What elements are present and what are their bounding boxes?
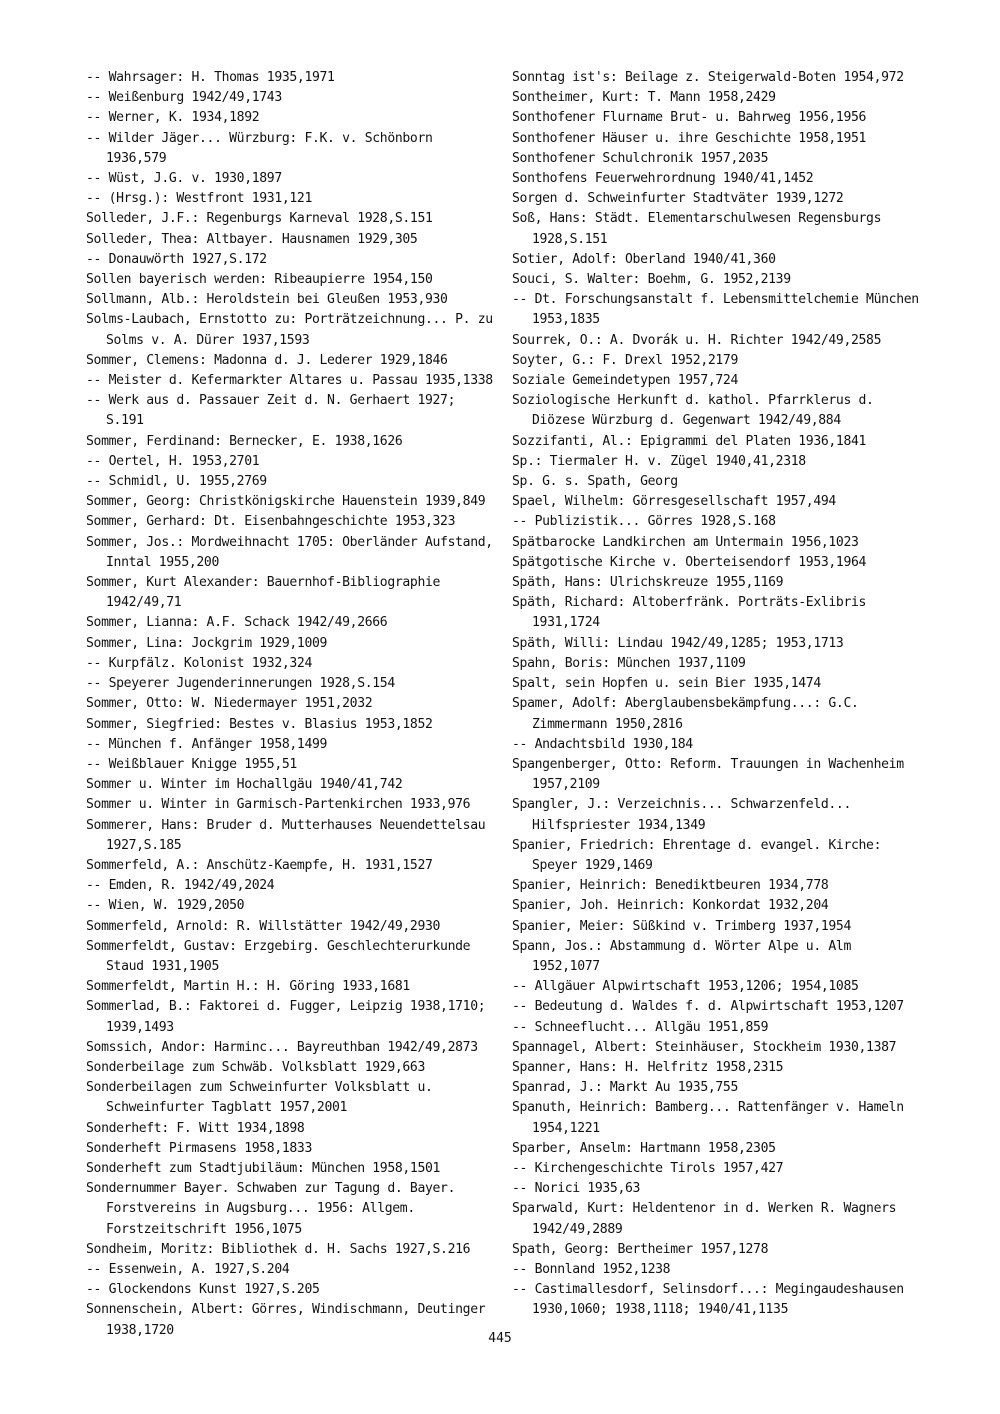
index-entry: -- Publizistik... Görres 1928,S.168 bbox=[512, 514, 776, 530]
index-entry: Sommerfeldt, Gustav: Erzgebirg. Geschlechterurkunde Staud 1931,1905 bbox=[86, 938, 471, 974]
index-entry: Spann, Jos.: Abstammung d. Wörter Alpe u. Alm 1952,1077 bbox=[512, 938, 851, 974]
index-entry: Sparwald, Kurt: Heldentenor in d. Werken R. Wagners 1942/49,2889 bbox=[512, 1201, 897, 1237]
left-index-column bbox=[86, 68, 498, 1341]
index-entry: Sonnenschein, Albert: Görres, Windischmann, Deutinger 1938,1720 bbox=[86, 1302, 486, 1338]
index-entry: -- München f. Anfänger 1958,1499 bbox=[86, 736, 328, 752]
index-entry: Sommer, Gerhard: Dt. Eisenbahngeschichte 1953,323 bbox=[86, 514, 456, 530]
index-entry: -- Werner, K. 1934,1892 bbox=[86, 110, 260, 126]
index-entry: -- Weißenburg 1942/49,1743 bbox=[86, 90, 282, 106]
index-entry: Sommer, Siegfried: Bestes v. Blasius 1953,1852 bbox=[86, 716, 433, 732]
index-entry: Sondheim, Moritz: Bibliothek d. H. Sachs 1927,S.216 bbox=[86, 1241, 471, 1257]
index-entry: Sommer, Kurt Alexander: Bauernhof-Bibliographie 1942/49,71 bbox=[86, 575, 441, 611]
index-entry: Spamer, Adolf: Aberglaubensbekämpfung...: G.C. Zimmermann 1950,2816 bbox=[512, 696, 859, 732]
index-entry: Späth, Willi: Lindau 1942/49,1285; 1953,1713 bbox=[512, 635, 844, 651]
index-entry: Sondernummer Bayer. Schwaben zur Tagung d. Bayer. Forstvereins in Augsburg... 1956: Allgem. Forstzeitschrift 1956,1075 bbox=[86, 1181, 456, 1237]
index-entry: Sparber, Anselm: Hartmann 1958,2305 bbox=[512, 1140, 776, 1156]
index-entry: Sp. G. s. Spath, Georg bbox=[512, 474, 678, 490]
index-entry: -- Andachtsbild 1930,184 bbox=[512, 736, 693, 752]
index-entry: -- Oertel, H. 1953,2701 bbox=[86, 453, 260, 469]
index-entry: Sonderheft zum Stadtjubiläum: München 1958,1501 bbox=[86, 1160, 441, 1176]
index-entry: Sommer, Otto: W. Niedermayer 1951,2032 bbox=[86, 696, 373, 712]
index-entry: -- Bedeutung d. Waldes f. d. Alpwirtschaft 1953,1207 bbox=[512, 999, 904, 1015]
index-entry: Sommerfeld, Arnold: R. Willstätter 1942/49,2930 bbox=[86, 918, 441, 934]
index-entry: Spanrad, J.: Markt Au 1935,755 bbox=[512, 1080, 738, 1096]
index-entry: -- Speyerer Jugenderinnerungen 1928,S.154 bbox=[86, 676, 395, 692]
index-entry: Sontheimer, Kurt: T. Mann 1958,2429 bbox=[512, 90, 776, 106]
index-entry: -- Essenwein, A. 1927,S.204 bbox=[86, 1261, 290, 1277]
index-entry: Sommer, Jos.: Mordweihnacht 1705: Oberländer Aufstand, Inntal 1955,200 bbox=[86, 534, 493, 570]
index-entry: -- Kirchengeschichte Tirols 1957,427 bbox=[512, 1160, 784, 1176]
index-entry: Sozzifanti, Al.: Epigrammi del Platen 1936,1841 bbox=[512, 433, 867, 449]
index-entry: Sommerfeld, A.: Anschütz-Kaempfe, H. 1931,1527 bbox=[86, 857, 433, 873]
index-entry: Somssich, Andor: Harminc... Bayreuthban 1942/49,2873 bbox=[86, 1039, 478, 1055]
index-entry: Spalt, sein Hopfen u. sein Bier 1935,1474 bbox=[512, 676, 821, 692]
index-entry: Sommer, Lianna: A.F. Schack 1942/49,2666 bbox=[86, 615, 388, 631]
index-entry: Sonthofener Häuser u. ihre Geschichte 1958,1951 bbox=[512, 130, 867, 146]
index-entry: Soß, Hans: Städt. Elementarschulwesen Regensburgs 1928,S.151 bbox=[512, 211, 882, 247]
index-entry: Spangenberger, Otto: Reform. Trauungen in Wachenheim 1957,2109 bbox=[512, 756, 904, 793]
index-entry: Spanier, Heinrich: Benediktbeuren 1934,778 bbox=[512, 878, 829, 894]
index-entry: -- (Hrsg.): Westfront 1931,121 bbox=[86, 191, 312, 207]
index-entry: -- Wien, W. 1929,2050 bbox=[86, 898, 245, 914]
index-entry: Spanier, Meier: Süßkind v. Trimberg 1937,1954 bbox=[512, 918, 851, 934]
page-number: 445 bbox=[488, 1331, 512, 1346]
index-entry: -- Norici 1935,63 bbox=[512, 1181, 641, 1197]
index-entry: Spath, Georg: Bertheimer 1957,1278 bbox=[512, 1241, 769, 1257]
index-entry: -- Emden, R. 1942/49,2024 bbox=[86, 878, 275, 894]
index-entry: -- Allgäuer Alpwirtschaft 1953,1206; 1954,1085 bbox=[512, 979, 859, 995]
index-entry: Sorgen d. Schweinfurter Stadtväter 1939,1272 bbox=[512, 191, 844, 207]
index-entry: Sommerlad, B.: Faktorei d. Fugger, Leipzig 1938,1710; 1939,1493 bbox=[86, 999, 486, 1035]
index-entry: Sommerfeldt, Martin H.: H. Göring 1933,1681 bbox=[86, 979, 410, 995]
index-entry: Sommerer, Hans: Bruder d. Mutterhauses Neuendettelsau 1927,S.185 bbox=[86, 817, 486, 853]
index-entry: Spangler, J.: Verzeichnis... Schwarzenfeld... Hilfspriester 1934,1349 bbox=[512, 797, 851, 833]
index-entry: -- Dt. Forschungsanstalt f. Lebensmittelchemie München 1953,1835 bbox=[512, 292, 919, 328]
index-entry: -- Wüst, J.G. v. 1930,1897 bbox=[86, 171, 282, 187]
index-entry: Sommer u. Winter im Hochallgäu 1940/41,742 bbox=[86, 777, 403, 793]
index-entry: Spael, Wilhelm: Görresgesellschaft 1957,494 bbox=[512, 494, 836, 510]
index-entry: Souci, S. Walter: Boehm, G. 1952,2139 bbox=[512, 272, 791, 288]
right-index-column bbox=[512, 68, 924, 1321]
index-entry: -- Schmidl, U. 1955,2769 bbox=[86, 474, 267, 490]
index-entry: Sommer, Georg: Christkönigskirche Hauenstein 1939,849 bbox=[86, 494, 486, 510]
index-entry: Sonntag ist's: Beilage z. Steigerwald-Boten 1954,972 bbox=[512, 70, 904, 85]
index-entry: Soziologische Herkunft d. kathol. Pfarrklerus d. Diözese Würzburg d. Gegenwart 1942/49,884 bbox=[512, 393, 874, 429]
index-entry: Spannagel, Albert: Steinhäuser, Stockheim 1930,1387 bbox=[512, 1039, 897, 1055]
index-entry: -- Bonnland 1952,1238 bbox=[512, 1261, 671, 1277]
index-entry: -- Glockendons Kunst 1927,S.205 bbox=[86, 1282, 320, 1298]
index-entry: -- Donauwörth 1927,S.172 bbox=[86, 251, 267, 267]
index-entry: -- Wilder Jäger... Würzburg: F.K. v. Schönborn 1936,579 bbox=[86, 130, 433, 166]
index-entry: Sourrek, O.: A. Dvorák u. H. Richter 1942/49,2585 bbox=[512, 332, 882, 348]
index-entry: -- Meister d. Kefermarkter Altares u. Passau 1935,1338 bbox=[86, 373, 493, 389]
index-entry: Sp.: Tiermaler H. v. Zügel 1940,41,2318 bbox=[512, 453, 806, 469]
index-entry: Sonderheft: F. Witt 1934,1898 bbox=[86, 1120, 305, 1136]
index-entry: Sonthofener Schulchronik 1957,2035 bbox=[512, 150, 769, 166]
index-entry: Sonthofens Feuerwehrordnung 1940/41,1452 bbox=[512, 171, 814, 187]
index-entry: Spätbarocke Landkirchen am Untermain 1956,1023 bbox=[512, 534, 859, 550]
index-entry: Sollen bayerisch werden: Ribeaupierre 1954,150 bbox=[86, 272, 433, 288]
index-entry: Spanuth, Heinrich: Bamberg... Rattenfänger v. Hameln 1954,1221 bbox=[512, 1100, 904, 1136]
index-entry: Sommer, Lina: Jockgrim 1929,1009 bbox=[86, 635, 328, 651]
index-entry: Späth, Hans: Ulrichskreuze 1955,1169 bbox=[512, 575, 784, 591]
index-entry: Sommer u. Winter in Garmisch-Partenkirchen 1933,976 bbox=[86, 797, 471, 813]
index-entry: Spanner, Hans: H. Helfritz 1958,2315 bbox=[512, 1059, 784, 1075]
index-entry: Sotier, Adolf: Oberland 1940/41,360 bbox=[512, 251, 776, 267]
index-entry: Sommer, Clemens: Madonna d. J. Lederer 1929,1846 bbox=[86, 352, 448, 368]
index-entry: -- Schneeflucht... Allgäu 1951,859 bbox=[512, 1019, 769, 1035]
index-entry: Sonthofener Flurname Brut- u. Bahrweg 1956,1956 bbox=[512, 110, 867, 126]
index-entry: -- Wahrsager: H. Thomas 1935,1971 bbox=[86, 70, 335, 85]
index-entry: Soyter, G.: F. Drexl 1952,2179 bbox=[512, 352, 738, 368]
index-entry: Späth, Richard: Altoberfränk. Porträts-Exlibris 1931,1724 bbox=[512, 595, 867, 631]
index-entry: Sonderbeilagen zum Schweinfurter Volksblatt u. Schweinfurter Tagblatt 1957,2001 bbox=[86, 1080, 433, 1116]
index-entry: Sonderbeilage zum Schwäb. Volksblatt 1929,663 bbox=[86, 1059, 425, 1075]
index-entry: -- Werk aus d. Passauer Zeit d. N. Gerhaert 1927; S.191 bbox=[86, 393, 456, 429]
index-entry: Solms-Laubach, Ernstotto zu: Porträtzeichnung... P. zu Solms v. A. Dürer 1937,1593 bbox=[86, 312, 493, 348]
index-entry: Spätgotische Kirche v. Oberteisendorf 1953,1964 bbox=[512, 554, 867, 570]
index-entry: Spahn, Boris: München 1937,1109 bbox=[512, 655, 746, 671]
index-entry: Soziale Gemeindetypen 1957,724 bbox=[512, 373, 738, 389]
index-entry: -- Castimallesdorf, Selinsdorf...: Megingaudeshausen 1930,1060; 1938,1118; 1940/41,1135 bbox=[512, 1282, 904, 1318]
index-entry: -- Kurpfälz. Kolonist 1932,324 bbox=[86, 655, 312, 671]
index-entry: Spanier, Joh. Heinrich: Konkordat 1932,204 bbox=[512, 898, 829, 914]
index-entry: Sommer, Ferdinand: Bernecker, E. 1938,1626 bbox=[86, 433, 403, 449]
index-entry: Sollmann, Alb.: Heroldstein bei Gleußen 1953,930 bbox=[86, 292, 448, 308]
index-entry: Solleder, J.F.: Regenburgs Karneval 1928,S.151 bbox=[86, 211, 433, 227]
index-entry: Sonderheft Pirmasens 1958,1833 bbox=[86, 1140, 312, 1156]
index-entry: -- Weißblauer Knigge 1955,51 bbox=[86, 756, 297, 772]
index-entry: Spanier, Friedrich: Ehrentage d. evangel. Kirche: Speyer 1929,1469 bbox=[512, 837, 882, 873]
index-entry: Solleder, Thea: Altbayer. Hausnamen 1929,305 bbox=[86, 231, 418, 247]
